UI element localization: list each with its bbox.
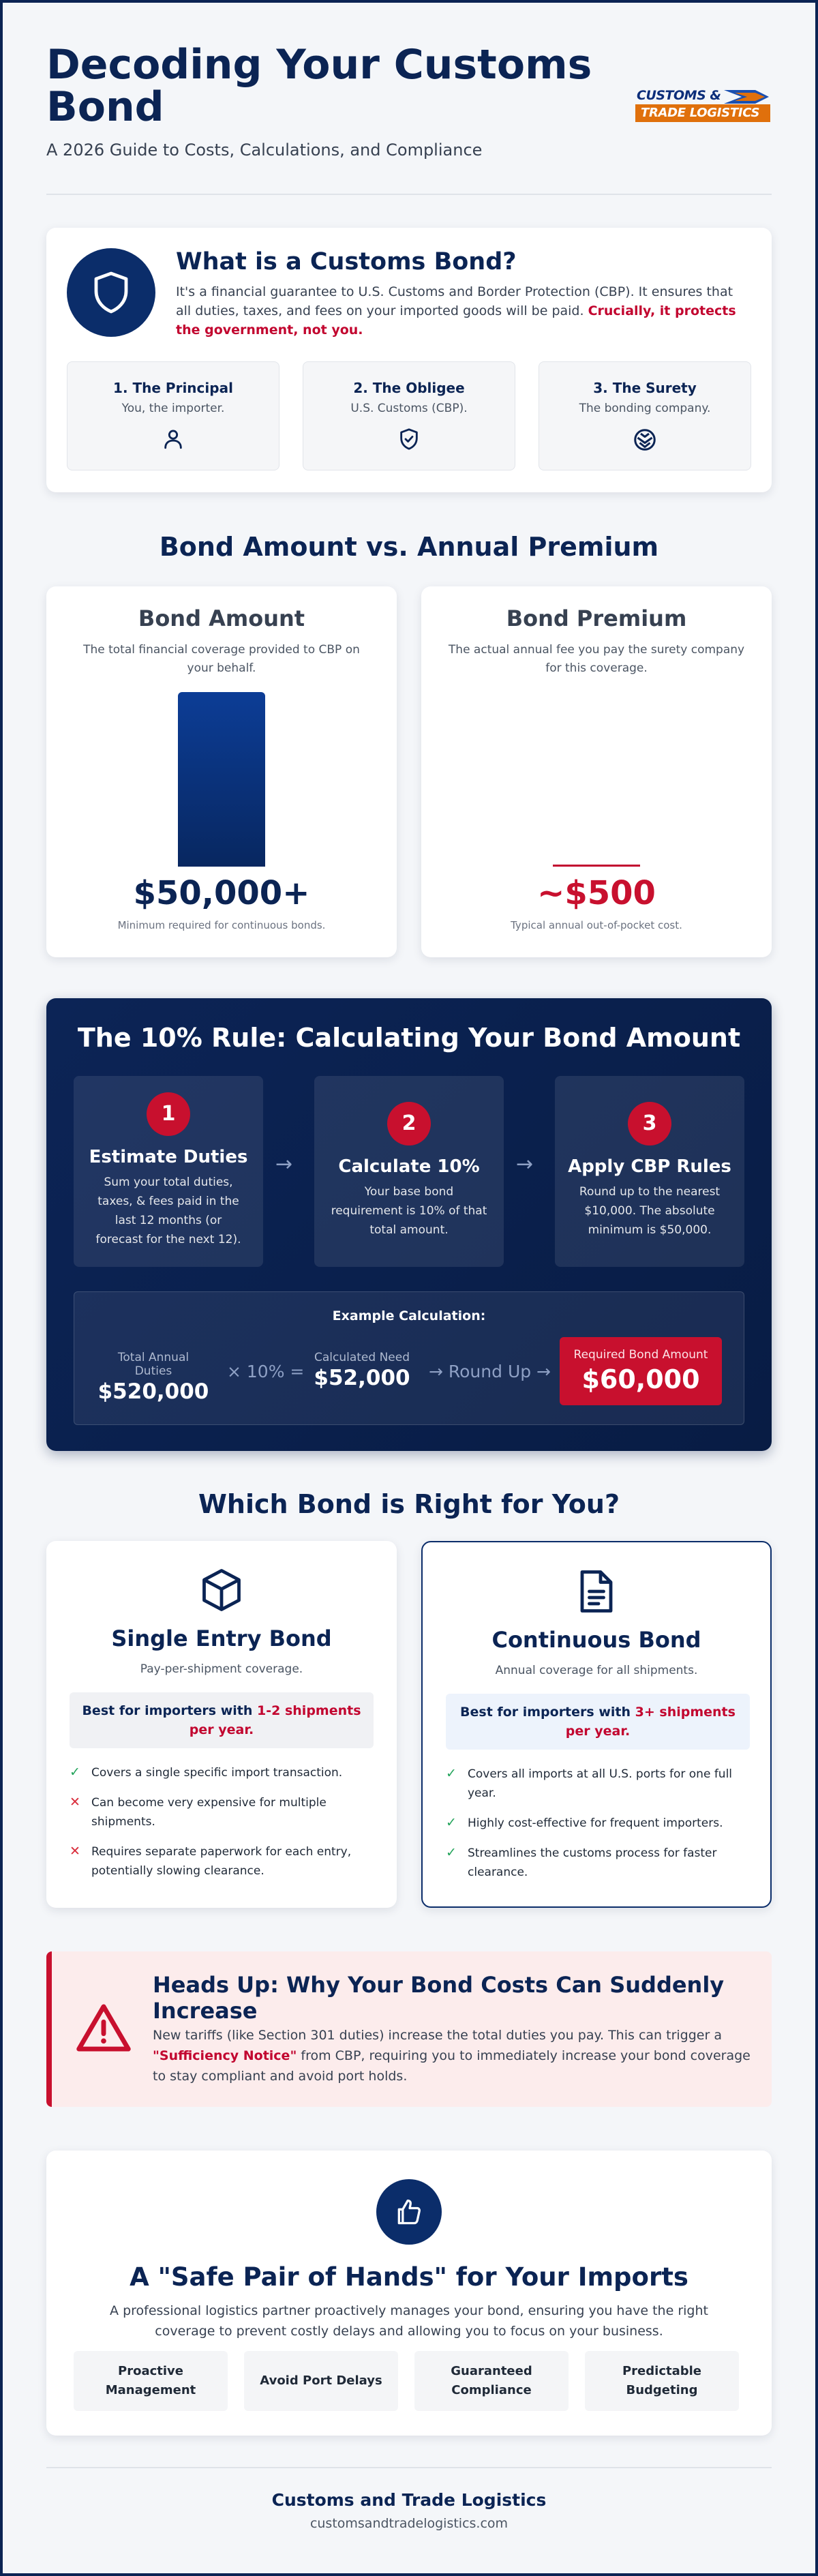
benefit-item: Predictable Budgeting: [585, 2351, 739, 2411]
feature-text: Highly cost-effective for frequent importers.: [468, 1816, 723, 1830]
step-title: Apply CBP Rules: [568, 1156, 731, 1177]
feature-text: Can become very expensive for multiple shipments.: [91, 1796, 327, 1829]
shield-icon: [92, 271, 130, 314]
step-number: 1: [147, 1092, 190, 1136]
box-icon: [197, 1566, 246, 1615]
feature-text: Streamlines the customs process for faster clearance.: [468, 1846, 717, 1879]
what-is-title: What is a Customs Bond?: [176, 248, 517, 275]
cross-icon: ✕: [70, 1844, 80, 1859]
benefit-item: Guaranteed Compliance: [414, 2351, 569, 2411]
step-number: 3: [628, 1102, 671, 1145]
check-icon: ✓: [446, 1845, 457, 1860]
check-icon: ✓: [446, 1766, 457, 1781]
single-bond-best-for: [70, 1692, 374, 1748]
step-title: Calculate 10%: [338, 1156, 480, 1177]
calculated-need-value: $52,000: [314, 1366, 410, 1390]
bond-premium-title: Bond Premium: [506, 605, 687, 631]
single-entry-bond-card: [46, 1541, 397, 1908]
what-is-text: [176, 282, 748, 340]
step-number: 2: [387, 1102, 431, 1145]
bond-amount-bar: [178, 692, 265, 867]
document-icon: [572, 1567, 621, 1616]
total-duties-value: $520,000: [97, 1379, 209, 1404]
bond-amount-note: Minimum required for continuous bonds.: [117, 919, 326, 931]
party-title: 2. The Obligee: [353, 380, 465, 396]
ten-percent-rule-panel: [46, 998, 772, 1451]
safe-hands-title: A "Safe Pair of Hands" for Your Imports: [130, 2262, 688, 2292]
benefit-item: Proactive Management: [74, 2351, 228, 2411]
what-is-card: [46, 228, 772, 492]
arrow-right-icon: →: [275, 1152, 293, 1176]
total-duties: [97, 1351, 209, 1404]
bond-premium-card: [421, 586, 772, 957]
thumbs-up-icon: [394, 2197, 424, 2227]
continuous-bond-card: [421, 1541, 772, 1908]
step-desc: Sum your total duties, taxes, & fees paid in the last 12 months (or forecast for the next 12).: [95, 1175, 241, 1246]
feature-text: Requires separate paperwork for each entry, potentially slowing clearance.: [91, 1845, 352, 1878]
best-for-prefix: Best for importers with: [82, 1703, 258, 1718]
safe-hands-card: [46, 2151, 772, 2436]
single-bond-desc: Pay-per-shipment coverage.: [140, 1662, 303, 1676]
party-principal: [67, 361, 279, 470]
bond-amount-card: [46, 586, 397, 957]
infographic-page: [3, 3, 815, 2573]
example-calculation: [74, 1291, 744, 1425]
rule-step-2: [314, 1076, 504, 1267]
footer-website-link[interactable]: customsandtradelogistics.com: [309, 2516, 509, 2531]
logo-text-bottom: TRADE LOGISTICS: [635, 104, 770, 122]
example-heading: Example Calculation:: [332, 1308, 486, 1323]
continuous-bond-best-for: [446, 1694, 750, 1750]
check-icon: ✓: [70, 1765, 80, 1780]
header-divider: [46, 194, 772, 195]
required-bond-amount: [560, 1337, 722, 1405]
required-bond-value: $60,000: [581, 1364, 700, 1394]
best-for-prefix: Best for importers with: [460, 1705, 635, 1720]
step-desc: Your base bond requirement is 10% of that total amount.: [331, 1185, 487, 1237]
logo-text-top: CUSTOMS &: [637, 88, 721, 103]
round-up-operator: → Round Up →: [429, 1362, 551, 1381]
multiply-operator: × 10% =: [227, 1362, 305, 1381]
comparison-title: Bond Amount vs. Annual Premium: [159, 532, 659, 562]
alert-text-after: from CBP, requiring you to immediately increase your bond coverage to stay compliant and avoid port holds.: [153, 2048, 751, 2084]
single-bond-title: Single Entry Bond: [111, 1626, 332, 1651]
continuous-bond-title: Continuous Bond: [491, 1627, 701, 1653]
safe-hands-text: A professional logistics partner proactively manages your bond, ensuring you have the right coverage to prevent costly delays and allowing you to focus on your business.: [110, 2303, 708, 2339]
bond-premium-bar: [553, 865, 640, 867]
step-desc: Round up to the nearest $10,000. The absolute minimum is $50,000.: [579, 1185, 721, 1237]
party-desc: U.S. Customs (CBP).: [350, 402, 468, 415]
bond-premium-note: Typical annual out-of-pocket cost.: [511, 919, 682, 931]
party-surety: [539, 361, 751, 470]
warning-icon: [75, 2002, 132, 2054]
surety-seal-icon: [633, 428, 657, 452]
what-is-body: It's a financial guarantee to U.S. Customs and Border Protection (CBP). It ensures that all duties, taxes, and fees on your imported goods will be paid.: [176, 284, 733, 318]
party-desc: You, the importer.: [121, 402, 225, 415]
page-title: Decoding Your Customs Bond: [46, 41, 592, 131]
calculated-need: [312, 1351, 412, 1390]
feature-text: Covers a single specific import transaction.: [91, 1766, 343, 1780]
person-icon: [162, 428, 185, 451]
feature-text: Covers all imports at all U.S. ports for one full year.: [468, 1767, 733, 1800]
required-bond-label: Required Bond Amount: [573, 1348, 708, 1362]
total-duties-label: Total Annual Duties: [117, 1351, 190, 1378]
rule-title: The 10% Rule: Calculating Your Bond Amount: [77, 1023, 741, 1053]
rule-step-3: [555, 1076, 744, 1267]
party-title: 1. The Principal: [113, 380, 233, 396]
check-icon: ✓: [446, 1815, 457, 1830]
what-is-emphasis: Crucially, it protects the government, not you.: [176, 303, 736, 338]
bond-premium-value: ~$500: [537, 874, 656, 912]
footer-divider: [46, 2467, 772, 2468]
benefit-item: Avoid Port Delays: [244, 2351, 398, 2411]
bond-premium-desc: The actual annual fee you pay the surety company for this coverage.: [448, 643, 745, 675]
footer-company-name: Customs and Trade Logistics: [271, 2490, 547, 2510]
continuous-bond-desc: Annual coverage for all shipments.: [495, 1664, 698, 1677]
rule-step-1: [74, 1076, 263, 1267]
sufficiency-alert: [46, 1951, 772, 2107]
calculated-need-label: Calculated Need: [314, 1351, 410, 1364]
cross-icon: ✕: [70, 1795, 80, 1810]
page-subtitle: A 2026 Guide to Costs, Calculations, and Compliance: [46, 140, 483, 160]
best-for-highlight: 1-2 shipments per year.: [189, 1703, 361, 1737]
party-obligee: [303, 361, 515, 470]
bond-amount-title: Bond Amount: [138, 605, 305, 631]
best-for-highlight: 3+ shipments per year.: [565, 1705, 736, 1739]
party-desc: The bonding company.: [579, 402, 711, 415]
which-bond-title: Which Bond is Right for You?: [198, 1489, 620, 1519]
thumbs-up-badge: [376, 2179, 442, 2245]
company-logo: [633, 86, 773, 124]
bond-amount-desc: The total financial coverage provided to CBP on your behalf.: [83, 643, 360, 675]
alert-text: [153, 2025, 753, 2086]
shield-check-icon: [397, 428, 421, 451]
step-title: Estimate Duties: [89, 1147, 248, 1167]
alert-text-before: New tariffs (like Section 301 duties) increase the total duties you pay. This can trigger a: [153, 2028, 722, 2043]
arrow-right-icon: →: [516, 1152, 534, 1176]
party-title: 3. The Surety: [593, 380, 697, 396]
alert-emphasis: "Sufficiency Notice": [153, 2048, 297, 2063]
bond-amount-value: $50,000+: [133, 874, 310, 912]
alert-title: Heads Up: Why Your Bond Costs Can Suddenly Increase: [153, 1972, 725, 2024]
shield-badge: [67, 248, 155, 337]
